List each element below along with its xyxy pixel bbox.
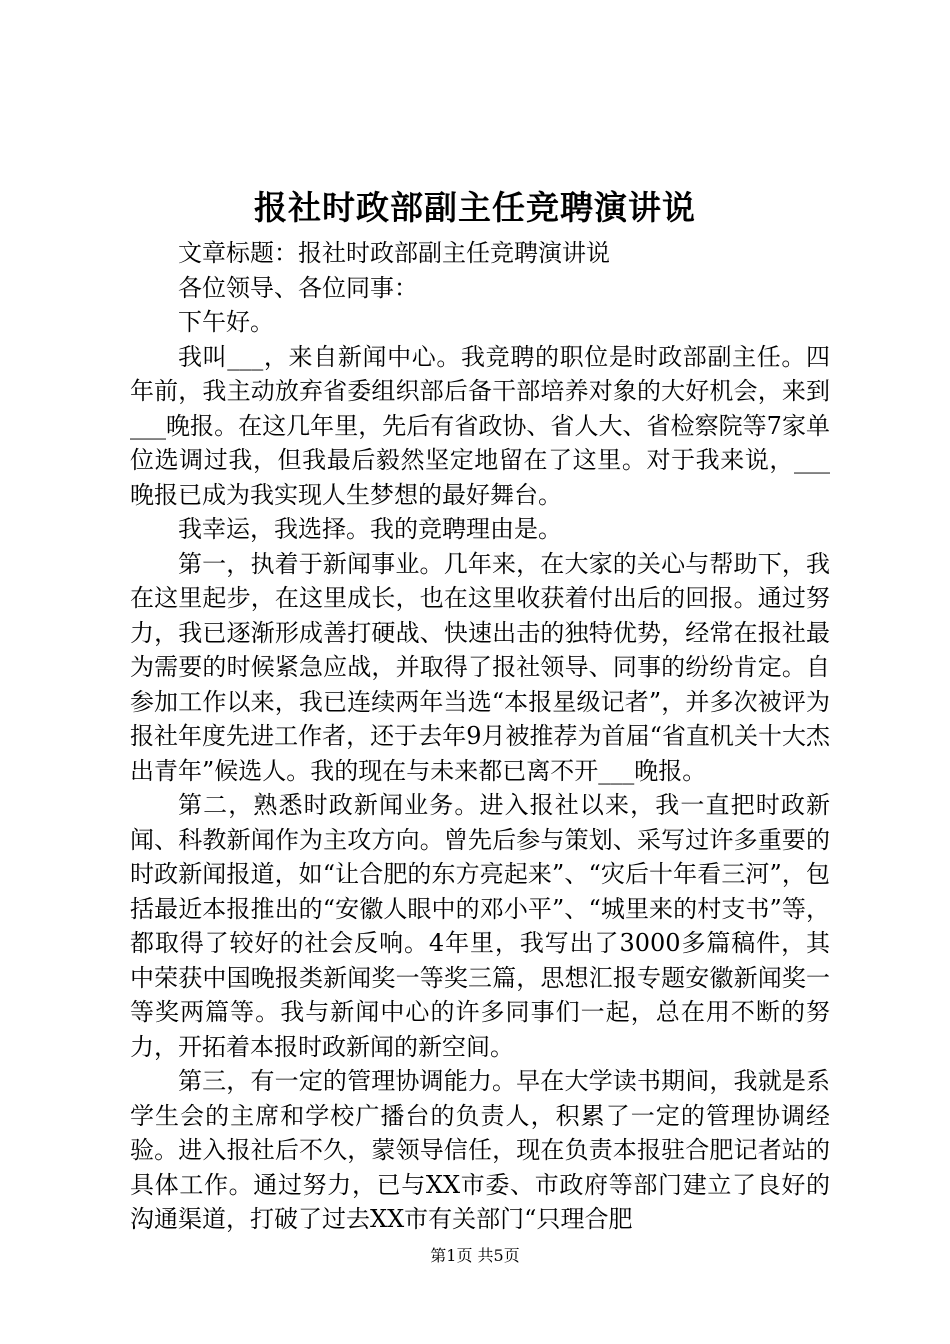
document-body (130, 236, 830, 1237)
paragraph-reasons-intro: 我幸运，我选择。我的竞聘理由是。 (178, 515, 562, 543)
document-title: 报社时政部副主任竞聘演讲说 (254, 188, 696, 227)
paragraph-greeting: 下午好。 (178, 308, 274, 336)
paragraph-reason-two: 第二，熟悉时政新闻业务。进入报社以来，我一直把时政新闻、科教新闻作为主攻方向。曾先后参与策划、采写过许多重要的时政新闻报道，如“让合肥的东方亮起来”、“灾后十年看三河”，包括最近本报推出的“安徽人眼中的邓小平”、“城里来的村支书”等，都取得了较好的社会反响。4年里，我写出了3000多篇稿件，其中荣获中国晚报类新闻奖一等奖三篇，思想汇报专题安徽新闻奖一等奖两篇等。我与新闻中心的许多同事们一起，总在用不断的努力，开拓着本报时政新闻的新空间。 (130, 791, 830, 1061)
page-footer (0, 1244, 950, 1268)
paragraph-article-title: 文章标题：报社时政部副主任竞聘演讲说 (178, 239, 610, 267)
paragraph-introduction: 我叫___，来自新闻中心。我竞聘的职位是时政部副主任。四年前，我主动放弃省委组织部后备干部培养对象的大好机会，来到___晚报。在这几年里，先后有省政协、省人大、省检察院等7家单位选调过我，但我最后毅然坚定地留在了这里。对于我来说，___晚报已成为我实现人生梦想的最好舞台。 (130, 342, 830, 509)
page-number: 第1页 共5页 (430, 1246, 520, 1265)
paragraph-salutation: 各位领导、各位同事： (178, 273, 418, 302)
paragraph-reason-one: 第一，执着于新闻事业。几年来，在大家的关心与帮助下，我在这里起步，在这里成长，也在这里收获着付出后的回报。通过努力，我已逐渐形成善打硬战、快速出击的独特优势，经常在报社最为需要的时候紧急应战，并取得了报社领导、同事的纷纷肯定。自参加工作以来，我已连续两年当选“本报星级记者”，并多次被评为报社年度先进工作者，还于去年9月被推荐为首届“省直机关十大杰出青年”候选人。我的现在与未来都已离不开___晚报。 (130, 549, 830, 785)
paragraph-reason-three: 第三，有一定的管理协调能力。早在大学读书期间，我就是系学生会的主席和学校广播台的负责人，积累了一定的管理协调经验。进入报社后不久，蒙领导信任，现在负责本报驻合肥记者站的具体工作。通过努力，已与XX市委、市政府等部门建立了良好的沟通渠道，打破了过去XX市有关部门“只理合肥 (130, 1067, 830, 1233)
